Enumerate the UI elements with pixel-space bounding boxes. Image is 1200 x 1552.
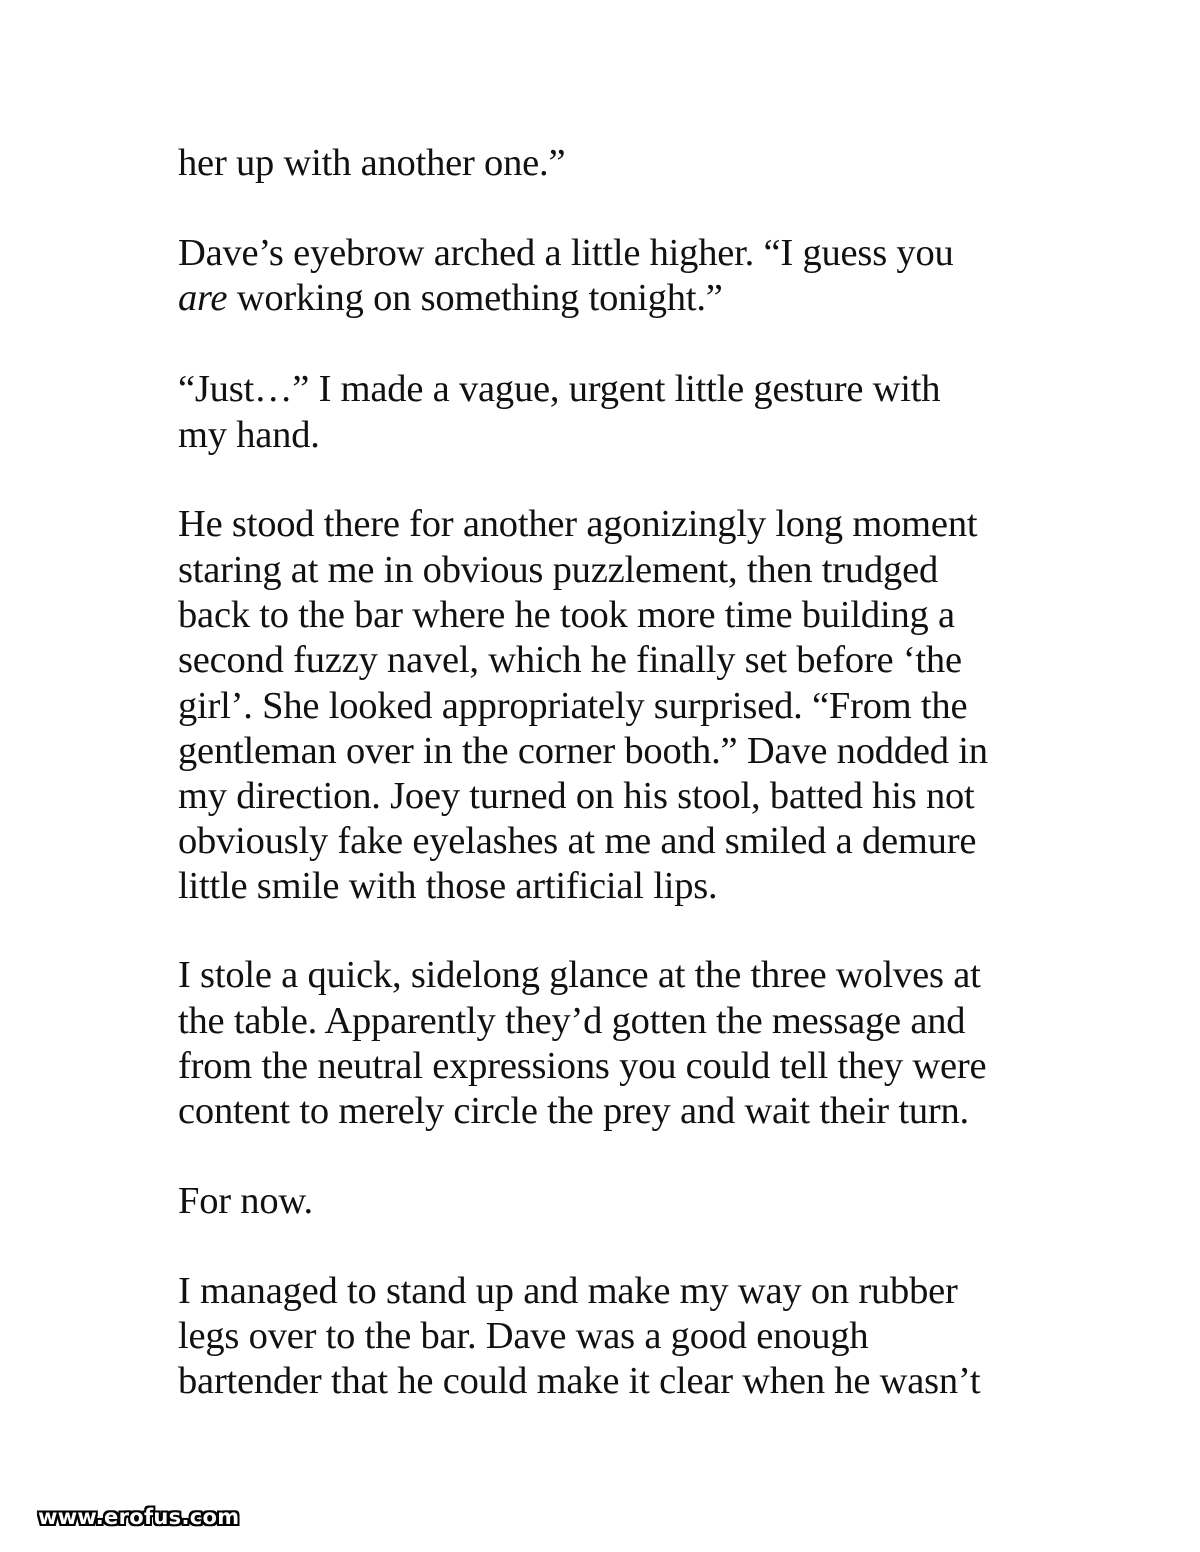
text-line: obviously fake eyelashes at me and smiled a demure <box>178 820 977 862</box>
text-line: second fuzzy navel, which he finally set before ‘the <box>178 639 962 681</box>
text-line: For now. <box>178 1180 313 1222</box>
text-line: from the neutral expressions you could tell they were <box>178 1045 987 1087</box>
text-line: bartender that he could make it clear when he wasn’t <box>178 1360 981 1402</box>
text-line: girl’. She looked appropriately surprised. “From the <box>178 685 968 727</box>
text-line-rest: working on something tonight.” <box>227 277 723 319</box>
text-line: my hand. <box>178 414 320 456</box>
text-line: her up with another one.” <box>178 142 566 184</box>
text-line: little smile with those artificial lips. <box>178 865 718 907</box>
text-line: Dave’s eyebrow arched a little higher. “I guess you <box>178 232 954 274</box>
text-line: staring at me in obvious puzzlement, then trudged <box>178 549 939 591</box>
watermark: www.erofus.com <box>38 1505 240 1529</box>
text-line: legs over to the bar. Dave was a good enough <box>178 1315 869 1357</box>
text-line: gentleman over in the corner booth.” Dave nodded in <box>178 730 988 772</box>
text-line: “Just…” I made a vague, urgent little gesture with <box>178 368 941 410</box>
text-line: He stood there for another agonizingly long moment <box>178 503 978 545</box>
text-line: the table. Apparently they’d gotten the message and <box>178 1000 966 1042</box>
text-line: back to the bar where he took more time building a <box>178 594 955 636</box>
text-line: my direction. Joey turned on his stool, batted his not <box>178 775 975 817</box>
text-line: content to merely circle the prey and wait their turn. <box>178 1090 969 1132</box>
italic-word: are <box>178 277 228 319</box>
text-line-italic-start <box>178 275 723 321</box>
text-line: I stole a quick, sidelong glance at the three wolves at <box>178 954 981 996</box>
text-line: I managed to stand up and make my way on rubber <box>178 1270 958 1312</box>
